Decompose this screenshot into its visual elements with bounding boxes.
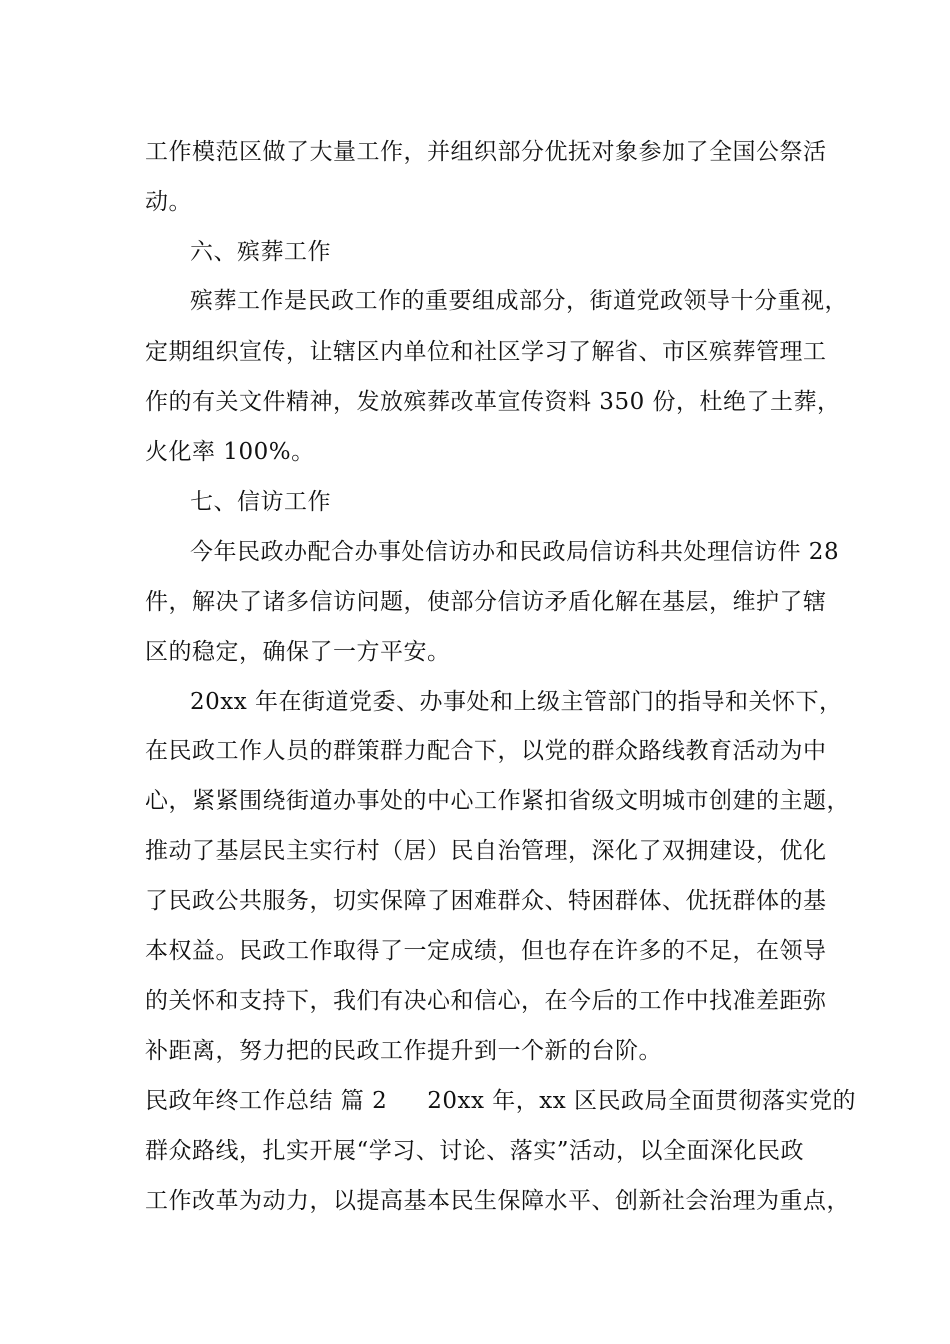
paragraph-line: 群众路线，扎实开展“学习、讨论、落实”活动，以全面深化民政	[145, 1138, 805, 1164]
paragraph-line: 今年民政办配合办事处信访办和民政局信访科共处理信访件 28	[190, 539, 840, 565]
paragraph-line: 火化率 100%。	[145, 439, 315, 465]
paragraph-line: 动。	[145, 189, 192, 215]
section-heading-funeral: 六、殡葬工作	[190, 239, 331, 265]
paragraph-line: 殡葬工作是民政工作的重要组成部分，街道党政领导十分重视，	[190, 288, 848, 314]
section-title-line	[145, 1085, 857, 1117]
paragraph-line: 作的有关文件精神，发放殡葬改革宣传资料 350 份，杜绝了土葬，	[145, 389, 841, 415]
paragraph-line: 20xx 年在街道党委、办事处和上级主管部门的指导和关怀下，	[190, 689, 843, 715]
paragraph-line: 工作改革为动力，以提高基本民生保障水平、创新社会治理为重点，	[145, 1188, 850, 1214]
paragraph-line: 的关怀和支持下，我们有决心和信心，在今后的工作中找准差距弥	[145, 988, 827, 1014]
paragraph-line: 了民政公共服务，切实保障了困难群众、特困群体、优抚群体的基	[145, 888, 827, 914]
paragraph-line: 件，解决了诸多信访问题，使部分信访矛盾化解在基层，维护了辖	[145, 589, 827, 615]
paragraph-line: 本权益。民政工作取得了一定成绩，但也存在许多的不足，在领导	[145, 938, 827, 964]
paragraph-line: 工作模范区做了大量工作，并组织部分优抚对象参加了全国公祭活	[145, 139, 827, 165]
paragraph-line: 在民政工作人员的群策群力配合下，以党的群众路线教育活动为中	[145, 738, 827, 764]
section-heading-petitions: 七、信访工作	[190, 489, 331, 515]
paragraph-line: 推动了基层民主实行村（居）民自治管理，深化了双拥建设，优化	[145, 838, 827, 864]
paragraph-text: 20xx 年，xx 区民政局全面贯彻落实党的	[427, 1088, 857, 1114]
paragraph-line: 心，紧紧围绕街道办事处的中心工作紧扣省级文明城市创建的主题，	[145, 788, 850, 814]
paragraph-line: 补距离，努力把的民政工作提升到一个新的台阶。	[145, 1038, 662, 1064]
paragraph-line: 定期组织宣传，让辖区内单位和社区学习了解省、市区殡葬管理工	[145, 339, 827, 365]
section-title: 民政年终工作总结 篇 2	[145, 1088, 388, 1114]
paragraph-line: 区的稳定，确保了一方平安。	[145, 639, 451, 665]
